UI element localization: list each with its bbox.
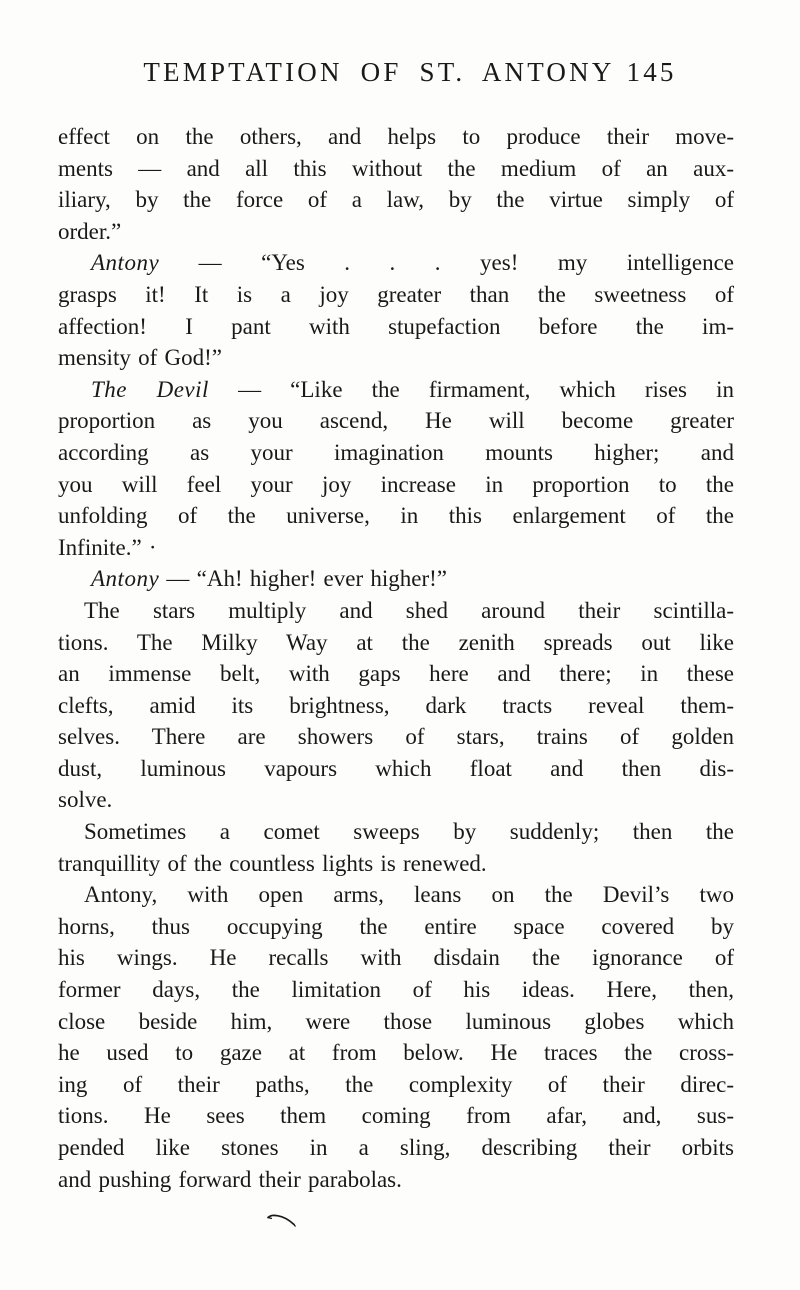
text-line: pended like stones in a sling, describing their orbits (58, 1135, 734, 1160)
text-line (58, 563, 734, 595)
text-line: clefts, amid its brightness, dark tracts reveal them- (58, 692, 734, 718)
text-line: effect on the others, and helps to produce their move- (58, 124, 734, 149)
text-line: Antony, with open arms, leans on the Devil’s two (84, 882, 734, 908)
ink-squiggle-mark (265, 1211, 301, 1228)
line-text: — “Yes . . . yes! my intelligence (198, 250, 735, 276)
line-text: — “Ah! higher! ever higher!” (166, 566, 448, 592)
text-line: selves. There are showers of stars, trains of golden (58, 724, 734, 750)
text-line (58, 374, 734, 406)
text-line: according as your imagination mounts higher; and (58, 439, 734, 465)
running-header (80, 57, 740, 88)
speaker-name: Antony (91, 566, 160, 592)
speaker-name: Antony (91, 250, 160, 276)
text-line: unfolding of the universe, in this enlargement of the (58, 503, 734, 529)
text-line: proportion as you ascend, He will become greater (58, 408, 734, 434)
page-title: TEMPTATION OF ST. ANTONY (143, 57, 615, 87)
text-line: mensity of God!” (58, 345, 222, 371)
text-line: close beside him, were those luminous globes which (58, 1008, 734, 1034)
text-line: tranquillity of the countless lights is renewed. (58, 850, 487, 876)
text-line: order.” (58, 218, 122, 244)
text-line: tions. He sees them coming from afar, and, sus- (58, 1103, 734, 1129)
text-line: Infinite.” · (58, 534, 157, 560)
text-line: iliary, by the force of a law, by the virtue simply of (58, 187, 734, 213)
text-line: solve. (58, 787, 113, 813)
text-line: Sometimes a comet sweeps by suddenly; then the (84, 819, 734, 845)
text-line: affection! I pant with stupefaction before the im- (58, 313, 734, 339)
text-line: and pushing forward their parabolas. (58, 1166, 402, 1192)
text-line: ments — and all this without the medium of an aux- (58, 155, 734, 181)
text-line: dust, luminous vapours which float and then dis- (58, 755, 734, 781)
text-line: tions. The Milky Way at the zenith spreads out like (58, 629, 734, 655)
text-line: you will feel your joy increase in proportion to the (58, 471, 734, 497)
line-text: — “Like the firmament, which rises in (238, 376, 735, 402)
text-line (58, 247, 734, 279)
text-line: horns, thus occupying the entire space covered by (58, 913, 734, 939)
text-line: former days, the limitation of his ideas. Here, then, (58, 977, 734, 1003)
text-line: ing of their paths, the complexity of their direc- (58, 1071, 734, 1097)
page-number: 145 (626, 57, 677, 87)
text-line: he used to gaze at from below. He traces the cross- (58, 1040, 734, 1066)
speaker-name: The Devil (91, 376, 209, 402)
text-line: an immense belt, with gaps here and there; in these (58, 661, 734, 687)
text-line: grasps it! It is a joy greater than the sweetness of (58, 281, 734, 307)
text-line: The stars multiply and shed around their scintilla- (84, 597, 734, 623)
body-text (58, 121, 734, 1195)
text-line: his wings. He recalls with disdain the ignorance of (58, 945, 734, 971)
